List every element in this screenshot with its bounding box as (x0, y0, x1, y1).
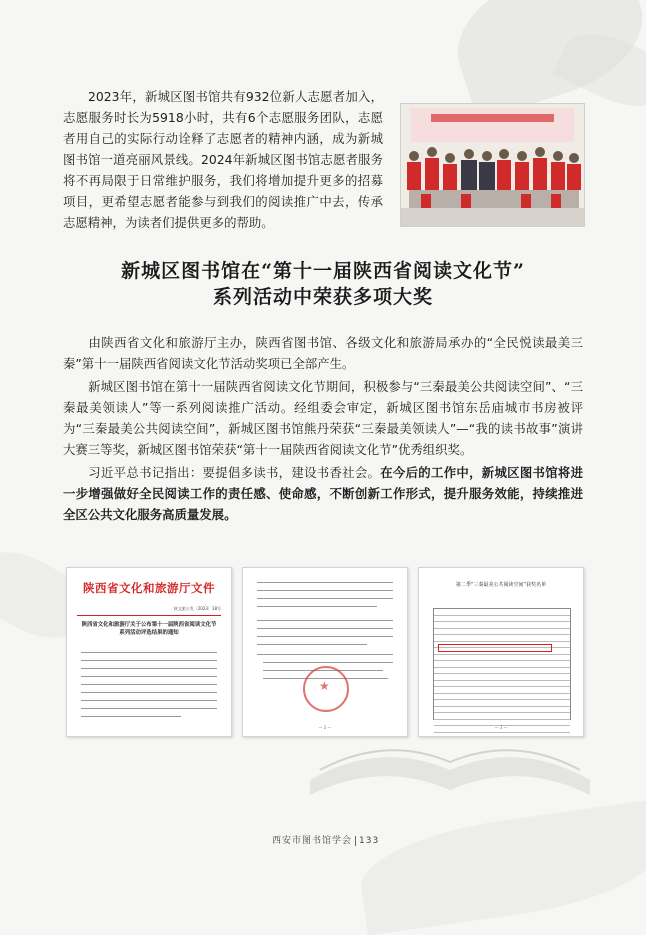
open-book-illustration (300, 700, 600, 800)
document-red-header: 陕西省文化和旅游厅文件 (83, 581, 215, 595)
text-line (257, 606, 377, 607)
text-line (257, 620, 393, 621)
text-line (81, 660, 217, 661)
intro-paragraph: 2023年，新城区图书馆共有932位新人志愿者加入，志愿服务时长为5918小时，共有6个志愿服务团队，志愿者用自己的实际行动诠释了志愿者的精神内涵，成为新城图书馆一道亮丽风景线。2024年新城区图书馆志愿者服务将不再局限于日常维护服务，我们将增加提升更多的招募项目，更希望志愿者能参与到我们的阅读推广中去，传承志愿精神，为读者们提供更多的帮助。 (63, 89, 383, 230)
text-line (257, 636, 393, 637)
volunteer-group-photo (400, 103, 585, 227)
text-line (257, 590, 393, 591)
text-line (257, 598, 393, 599)
text-line (257, 628, 393, 629)
document-number: 陕文旅公发〔2023〕18号 (173, 606, 221, 611)
official-document-scan-1 (66, 567, 232, 737)
red-divider-line (77, 615, 221, 616)
text-line (81, 700, 217, 701)
highlighted-entry-box (438, 644, 552, 652)
background-leaf (355, 800, 646, 935)
text-line (81, 708, 217, 709)
text-line (81, 668, 217, 669)
text-line (263, 662, 393, 663)
article-title-line2: 系列活动中荣获多项大奖 (212, 286, 433, 308)
article-paragraph-2: 新城区图书馆在第十一届陕西省阅读文化节期间，积极参与“三秦最美公共阅读空间”、“三秦最美领读人”等一系列阅读推广活动。经组委会审定，新城区图书馆东岳庙城市书房被评为“三秦最美公共阅读空间”，新城区图书馆熊丹荣获“三秦最美领读人”—“我的读书故事”演讲大赛三等奖，新城区图书馆荣获“第十一届陕西省阅读文化节”优秀组织奖。 (63, 379, 583, 457)
text-line (81, 684, 217, 685)
text-line (81, 716, 181, 717)
text-line (257, 582, 393, 583)
text-line (257, 654, 393, 655)
document-title: 陕西省文化和旅游厅关于公布第十一届陕西省阅读文化节系列活动评选结果的通知 (81, 622, 217, 636)
text-line (81, 692, 217, 693)
article-paragraph-1: 由陕西省文化和旅游厅主办，陕西省图书馆、各级文化和旅游局承办的“全民悦读最美三秦”第十一届陕西省阅读文化节活动奖项已全部产生。 (63, 335, 583, 371)
article-paragraph-3: 习近平总书记指出：要提倡多读书，建设书香社会。在今后的工作中，新城区图书馆将进一步增强做好全民阅读工作的责任感、使命感，不断创新工作形式，提升服务效能，持续推进全区公共文化服务高质量发展。 (63, 465, 584, 522)
text-line (81, 652, 217, 653)
page-footer (272, 833, 379, 847)
footer-society-name: 西安市图书馆学会 (272, 836, 353, 846)
article-paragraph-3-bold: 在今后的工作中，新城区图书馆将进一步增强做好全民阅读工作的责任感、使命感，不断创新工作形式，提升服务效能，持续推进全区公共文化服务高质量发展。 (63, 465, 584, 522)
text-line (81, 676, 217, 677)
article-title-line1: 新城区图书馆在“第十一届陕西省阅读文化节” (121, 260, 525, 282)
document-page-number: — 3 — (494, 725, 508, 730)
document-page-number: — 2 — (318, 725, 332, 730)
award-list-title: 第二季“三秦最美公共阅读空间”获奖名单 (455, 582, 547, 588)
text-line (257, 644, 367, 645)
footer-page-number: 133 (355, 836, 379, 846)
